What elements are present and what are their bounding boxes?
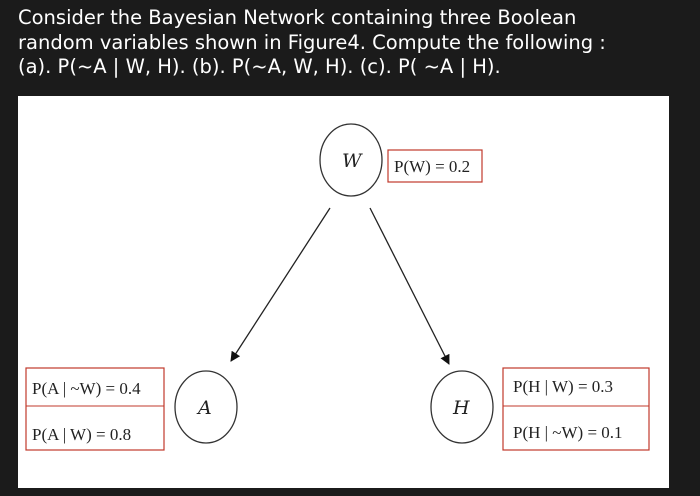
edge-w-to-h xyxy=(370,208,449,364)
node-w-label: W xyxy=(342,150,362,172)
node-h-label: H xyxy=(453,397,470,419)
cpt-box-w xyxy=(388,150,482,182)
bayesian-network-figure xyxy=(18,96,669,488)
cpt-a-line-1: P(A | ~W) = 0.4 xyxy=(32,379,141,398)
question-line-3: (a). P(~A | W, H). (b). P(~A, W, H). (c). P( ~A | H). xyxy=(18,55,501,78)
edge-w-to-a xyxy=(231,208,330,361)
cpt-w-line-1: P(W) = 0.2 xyxy=(394,157,471,176)
question-line-2: random variables shown in Figure4. Compute the following : xyxy=(18,30,606,54)
cpt-box-h xyxy=(503,368,649,450)
node-w xyxy=(320,124,382,196)
cpt-h-line-2: P(H | ~W) = 0.1 xyxy=(513,423,623,442)
network-diagram xyxy=(18,96,669,488)
cpt-a-line-2: P(A | W) = 0.8 xyxy=(32,425,132,444)
question-line-1: Consider the Bayesian Network containing three Boolean xyxy=(18,6,577,29)
question-text xyxy=(18,6,690,80)
node-h xyxy=(431,371,493,443)
node-a-label: A xyxy=(198,397,212,419)
cpt-h-line-1: P(H | W) = 0.3 xyxy=(513,377,614,396)
cpt-box-a xyxy=(26,368,164,450)
node-a xyxy=(175,371,237,443)
